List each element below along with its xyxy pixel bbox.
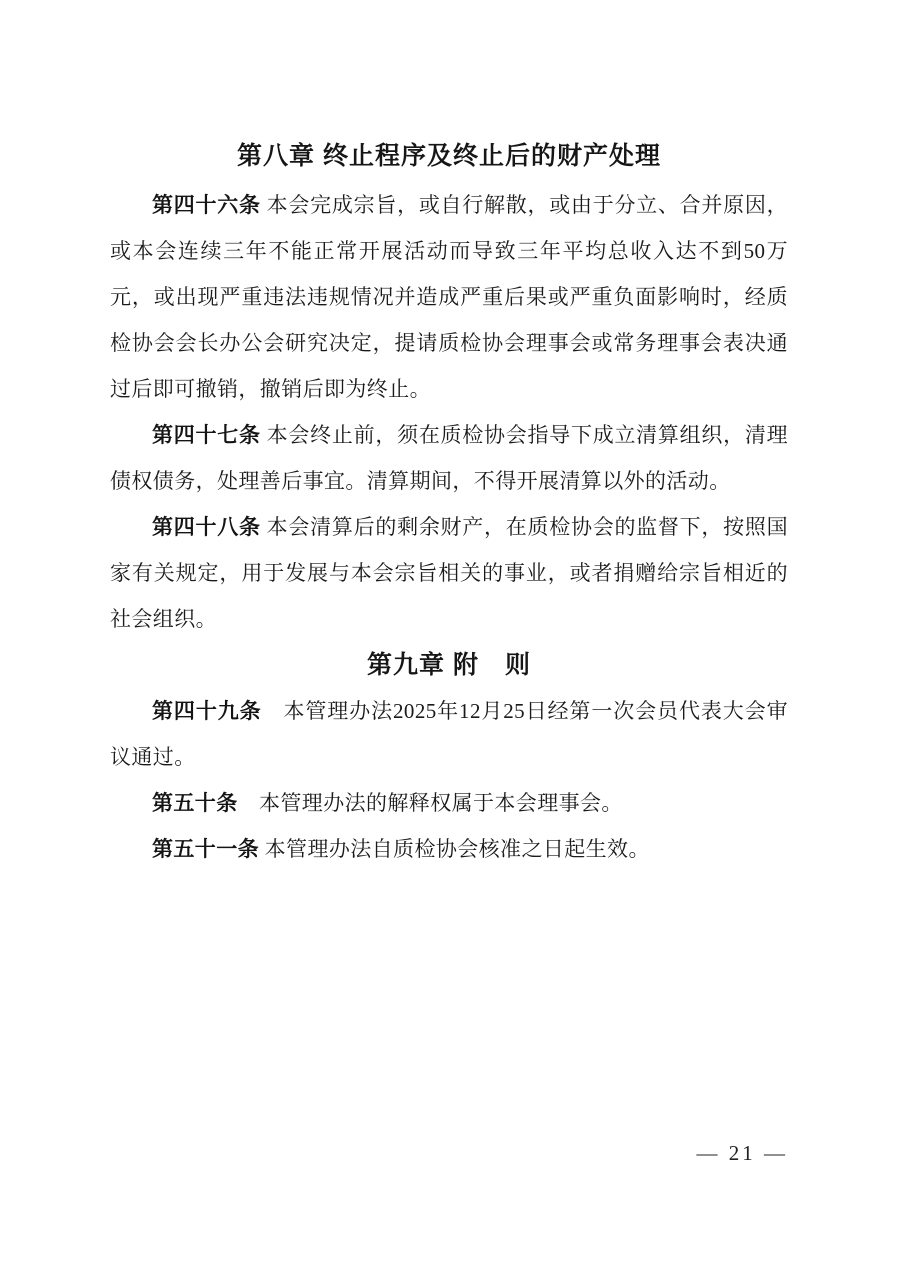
article-48-paragraph: [110, 504, 788, 642]
article-51-number: 第五十一条: [152, 837, 259, 861]
chapter-8-heading: 第八章 终止程序及终止后的财产处理: [237, 142, 661, 170]
article-47-paragraph: [110, 412, 788, 504]
article-47-text: 本会终止前，须在质检协会指导下成立清算组织，清理债权债务，处理善后事宜。清算期间，不得开展清算以外的活动。: [110, 423, 789, 493]
article-46-text: 本会完成宗旨，或自行解散，或由于分立、合并原因，或本会连续三年不能正常开展活动而导致三年平均总收入达不到50万元，或出现严重违法违规情况并造成严重后果或严重负面影响时，经质检协会会长办公会研究决定，提请质检协会理事会或常务理事会表决通过后即可撤销，撤销后即为终止。: [110, 193, 789, 401]
article-46-number: 第四十六条: [152, 193, 261, 217]
page-number: — 21 —: [696, 1141, 788, 1165]
article-51-paragraph: [110, 826, 788, 872]
article-50-number: 第五十条: [152, 791, 238, 815]
article-49-number: 第四十九条: [152, 699, 262, 723]
article-51-text: 本管理办法自质检协会核准之日起生效。: [259, 837, 650, 861]
article-47-number: 第四十七条: [152, 423, 261, 447]
article-50-text: 本管理办法的解释权属于本会理事会。: [237, 791, 623, 815]
document-body: [110, 140, 788, 872]
article-48-text: 本会清算后的剩余财产，在质检协会的监督下，按照国家有关规定，用于发展与本会宗旨相关的事业，或者捐赠给宗旨相近的社会组织。: [110, 515, 789, 631]
article-50-paragraph: [110, 780, 788, 826]
article-46-paragraph: [110, 182, 788, 412]
article-49-paragraph: [110, 688, 788, 780]
article-48-number: 第四十八条: [152, 515, 261, 539]
article-49-text: 本管理办法2025年12月25日经第一次会员代表大会审议通过。: [110, 699, 789, 769]
chapter-9-heading: 第九章 附 则: [367, 651, 531, 679]
